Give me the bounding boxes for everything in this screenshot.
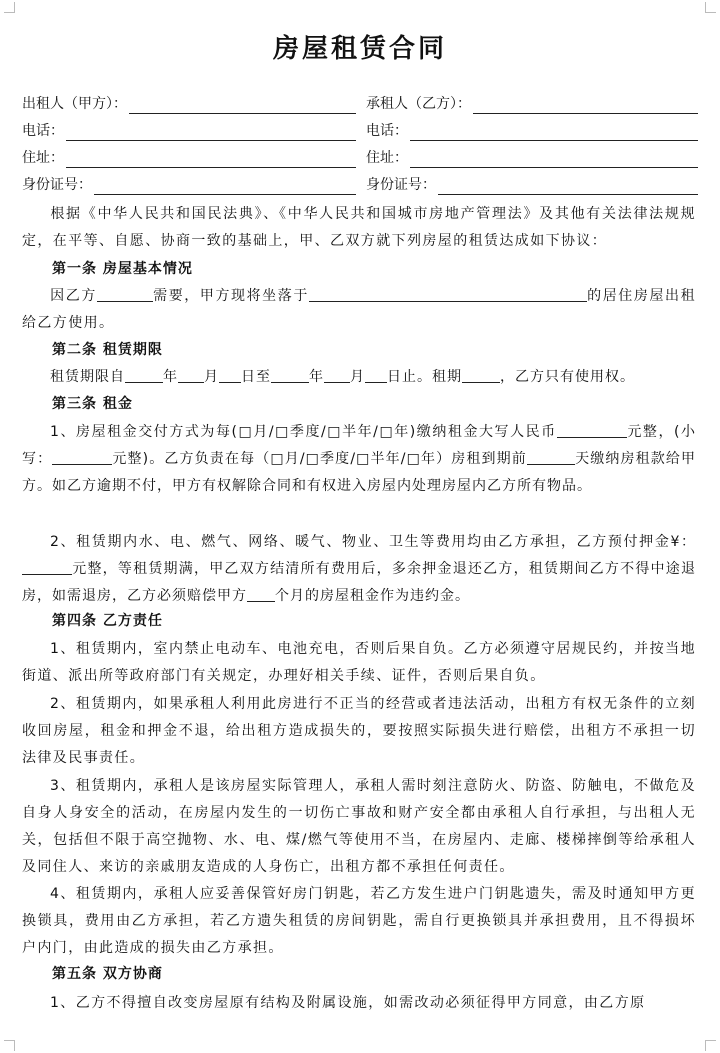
party-row-phone (22, 121, 698, 141)
rent-figure-blank[interactable] (52, 449, 112, 465)
article-4-paragraph-4 (22, 881, 696, 962)
a3-p2-a: 2、租赁期内水、电、燃气、网络、暖气、物业、卫生等费用均由乙方承担，乙方预付押金¥： (50, 534, 696, 550)
page-corner-mark (4, 2, 15, 13)
location-blank[interactable] (309, 286, 587, 302)
address-label: 住址： (22, 150, 64, 166)
page-corner-mark (705, 2, 716, 13)
article-4-paragraph-3 (22, 773, 696, 881)
lessor-address-field[interactable] (22, 148, 356, 168)
lessee-label: 承租人（乙方）： (366, 96, 471, 112)
a3-p1-b: 元整，(小写： (22, 424, 697, 467)
party-row-address (22, 148, 698, 168)
phone-label: 电话： (22, 123, 64, 139)
due-days-blank[interactable] (527, 449, 575, 465)
article-3-paragraph-1 (22, 419, 696, 500)
a3-p2-b: 元整，等租赁期满，甲乙双方结清所有费用后，多余押金退还乙方，租赁期间乙方不得中途退房，如需退房，乙方必须赔偿甲方 (22, 561, 696, 604)
a1-text-1: 因乙方 (50, 288, 97, 304)
party-row-names (22, 94, 698, 114)
article-2-heading: 第二条 租赁期限 (52, 342, 163, 358)
article-4-paragraph-2 (22, 691, 696, 772)
article-1-paragraph (22, 283, 696, 337)
article-4-heading: 第四条 乙方责任 (52, 613, 163, 629)
id-label: 身份证号： (366, 177, 436, 193)
start-year-blank[interactable] (125, 367, 163, 383)
year-text: 年 (163, 369, 178, 385)
article-1-heading: 第一条 房屋基本情况 (52, 261, 193, 277)
lessee-address-field[interactable] (366, 148, 698, 168)
article-2-paragraph (22, 364, 696, 391)
lessor-name-line[interactable] (129, 96, 356, 114)
article-5-paragraph-1 (22, 990, 696, 1017)
page-corner-mark (705, 1040, 716, 1051)
month-text: 月 (204, 369, 219, 385)
rent-words-blank[interactable] (557, 422, 627, 438)
start-month-blank[interactable] (178, 367, 204, 383)
a2-text-start: 租赁期限自 (50, 369, 125, 385)
a4-p4: 4、租赁期内，承租人应妥善保管好房门钥匙，若乙方发生进户门钥匙遗失，需及时通知甲方更换锁具，费用由乙方承担，若乙方遗失租赁的房间钥匙，需自行更换锁具并承担费用，且不得损坏户内门，由此造成的损失由乙方承担。 (22, 886, 696, 956)
lessor-phone-line[interactable] (66, 123, 356, 141)
article-4-paragraph-1 (22, 636, 696, 690)
a4-p3: 3、租赁期内，承租人是该房屋实际管理人，承租人需时刻注意防火、防盗、防触电，不做危及自身人身安全的活动，在房屋内发生的一切伤亡事故和财产安全都由承租人自行承担，与出租人无关，包括但不限于高空抛物、水、电、煤/燃气等使用不当，在房屋内、走廊、楼梯摔倒等给承租人及同住人、来访的亲戚朋友造成的人身伤亡，出租方都不承担任何责任。 (22, 778, 696, 875)
a3-p1-a: 1、房屋租金交付方式为每(□月/□季度/□半年/□年)缴纳租金大写人民币 (50, 424, 557, 440)
lessor-id-line[interactable] (94, 177, 356, 195)
id-label: 身份证号： (22, 177, 92, 193)
article-5-heading: 第五条 双方协商 (52, 966, 163, 982)
a2-text-end: 日止。租期 (387, 369, 462, 385)
end-year-blank[interactable] (271, 367, 309, 383)
a2-text-last: ，乙方只有使用权。 (500, 369, 635, 385)
lessee-name-line[interactable] (473, 96, 698, 114)
lessee-id-field[interactable] (366, 175, 698, 195)
a5-p1: 1、乙方不得擅自改变房屋原有结构及附属设施，如需改动必须征得甲方同意，由乙方原 (50, 995, 646, 1011)
address-label: 住址： (366, 150, 408, 166)
preamble-text: 根据《中华人民共和国民法典》、《中华人民共和国城市房地产管理法》及其他有关法律法规规定，在平等、自愿、协商一致的基础上，甲、乙双方就下列房屋的租赁达成如下协议： (22, 206, 696, 249)
term-blank[interactable] (462, 367, 500, 383)
a3-p1-c: 元整)。乙方负责在每（□月/□季度/□半年/□年）房租到期前 (112, 451, 527, 467)
document-title: 房屋租赁合同 (272, 34, 447, 64)
lessor-label: 出租人（甲方）： (22, 96, 127, 112)
lessor-address-line[interactable] (66, 150, 356, 168)
lessor-name-field[interactable] (22, 94, 356, 114)
end-day-blank[interactable] (365, 367, 387, 383)
month-text: 月 (350, 369, 365, 385)
a1-text-3: 的居住房屋出租给乙方使用。 (22, 288, 697, 331)
lessor-phone-field[interactable] (22, 121, 356, 141)
page-corner-mark (4, 1040, 15, 1051)
start-day-blank[interactable] (219, 367, 241, 383)
day-to-text: 日至 (241, 369, 271, 385)
lessee-phone-field[interactable] (366, 121, 698, 141)
year-text: 年 (309, 369, 324, 385)
deposit-blank[interactable] (22, 559, 72, 575)
lessee-name-field[interactable] (366, 94, 698, 114)
lessee-id-line[interactable] (438, 177, 698, 195)
a3-p2-c: 个月的房屋租金作为违约金。 (275, 588, 470, 604)
lessor-id-field[interactable] (22, 175, 356, 195)
article-3-paragraph-2 (22, 529, 696, 610)
a4-p1: 1、租赁期内，室内禁止电动车、电池充电，否则后果自负。乙方必须遵守居规民约，并按当地街道、派出所等政府部门有关规定，办理好相关手续、证件，否则后果自负。 (22, 641, 696, 684)
a3-p1-d: 天缴纳房租款给甲方。如乙方逾期不付，甲方有权解除合同和有权进入房屋内处理房屋内乙方所有物品。 (22, 451, 697, 494)
end-month-blank[interactable] (324, 367, 350, 383)
a1-text-2: 需要，甲方现将坐落于 (152, 288, 309, 304)
penalty-months-blank[interactable] (247, 586, 275, 602)
preamble-paragraph (22, 201, 696, 255)
a4-p2: 2、租赁期内，如果承租人利用此房进行不正当的经营或者违法活动，出租方有权无条件的立刻收回房屋，租金和押金不退，给出租方造成损失的，要按照实际损失进行赔偿，出租方不承担一切法律及民事责任。 (22, 696, 696, 766)
party-row-id (22, 175, 698, 195)
phone-label: 电话： (366, 123, 408, 139)
lessee-phone-line[interactable] (410, 123, 698, 141)
article-3-heading: 第三条 租金 (52, 396, 133, 412)
lessee-address-line[interactable] (410, 150, 698, 168)
purpose-blank[interactable] (97, 286, 153, 302)
